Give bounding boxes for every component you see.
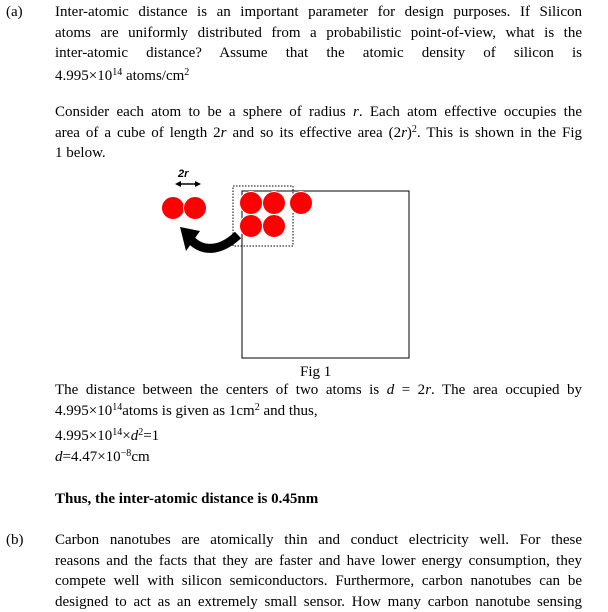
- part-a-line-2: atoms are uniformly distributed from a probabilistic point-of-view, what is the: [55, 23, 582, 44]
- equation-2: $d=4.47\times 10^{-8}cm$: [55, 447, 582, 468]
- part-b-line-2: reasons and the facts that they are faster and have lower energy consumption, they: [55, 551, 582, 572]
- part-b-line-4: designed to act as an extremely small sensor. How many carbon nanotube sensing: [55, 592, 582, 612]
- distance-line-2: $4.995\times 10^{14}atoms$ is given as $1cm^2$ and thus,: [55, 401, 582, 422]
- atom-5: [263, 215, 286, 238]
- consider-paragraph: [55, 102, 582, 164]
- consider-line-1: Consider each atom to be a sphere of radius r. Each atom effective occupies the: [55, 102, 582, 123]
- atom-2: [263, 192, 286, 215]
- distance-line-1: The distance between the centers of two atoms is d = 2r. The area occupied by: [55, 380, 582, 401]
- density-value: $4.995\times 10^{14}$ atoms/$cm^2$: [55, 66, 582, 87]
- distance-paragraph: [55, 380, 582, 467]
- part-a-line-1: Inter-atomic distance is an important parameter for design purposes. If Silicon: [55, 2, 582, 23]
- part-b-question: [55, 530, 582, 612]
- atom-packing-figure: [150, 165, 420, 370]
- consider-line-2: area of a cube of length 2r and so its effective area $(2r)^2$. This is shown in the Fig: [55, 123, 582, 144]
- part-a-line-3: inter-atomic distance? Assume that the atomic density of silicon is: [55, 43, 582, 64]
- atom-pair-right: [184, 197, 207, 220]
- consider-line-3: 1 below.: [55, 143, 582, 164]
- equation-1: $4.995\times 10^{14}\times d^2=1$: [55, 426, 582, 447]
- atom-3: [290, 192, 313, 215]
- atom-1: [240, 192, 263, 215]
- part-b-line-1: Carbon nanotubes are atomically thin and conduct electricity well. For these: [55, 530, 582, 551]
- figure-caption: Fig 1: [300, 362, 331, 383]
- dimension-arrow: [175, 181, 201, 187]
- curved-arrow: [192, 235, 238, 248]
- part-b-line-3: compete well with silicon semiconductors. Furthermore, carbon nanotubes can be: [55, 571, 582, 592]
- two-r-label: 2r: [177, 168, 189, 180]
- conclusion: [55, 489, 582, 510]
- part-a-question: [55, 2, 582, 86]
- part-a-label: (a): [6, 2, 23, 23]
- conclusion-text: Thus, the inter-atomic distance is 0.45nm: [55, 491, 318, 507]
- atom-4: [240, 215, 263, 238]
- part-b-label: (b): [6, 530, 24, 551]
- atom-pair-left: [162, 197, 185, 220]
- unit-square: [242, 191, 409, 358]
